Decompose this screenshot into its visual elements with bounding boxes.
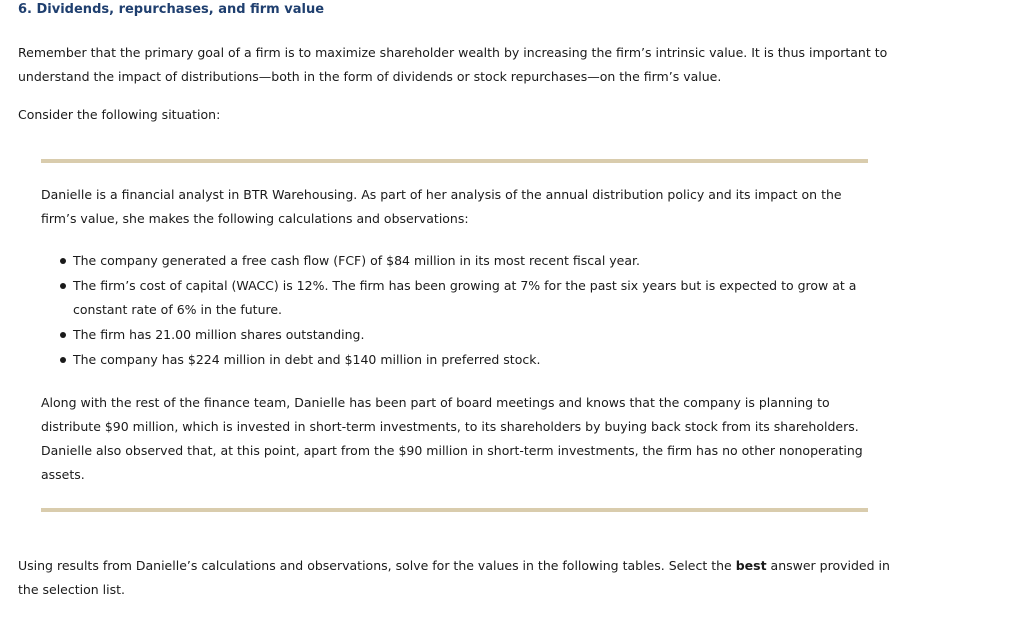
scenario-bottom-rule <box>41 508 868 512</box>
scenario-conclusion: Along with the rest of the finance team, Danielle has been part of board meetings and knows that the company is planning to distribute $90 million, which is invested in short-term investments, to its shareholders by buying back stock from its shareholders. Danielle also observed that, at this point, apart from the $90 million in short-term investments, the firm has no other nonoperating assets. <box>41 395 863 482</box>
bullet-item <box>41 323 868 347</box>
scenario-top-rule <box>41 159 868 163</box>
bullet-item <box>41 249 868 273</box>
instructions-emphasis: best <box>735 558 767 573</box>
bullet-dot-icon <box>60 332 66 338</box>
bullet-dot-icon <box>60 357 66 363</box>
scenario-box <box>41 159 868 512</box>
bullet-dot-icon <box>60 283 66 289</box>
bullet-item <box>41 348 868 372</box>
bullet-text: The company has $224 million in debt and $140 million in preferred stock. <box>73 352 541 367</box>
bullet-item <box>41 274 868 322</box>
instructions-text-after: answer provided in the selection list. <box>18 558 890 597</box>
bullet-dot-icon <box>60 258 66 264</box>
question-title: 6. Dividends, repurchases, and firm value <box>18 2 325 17</box>
bullet-text: The company generated a free cash flow (FCF) of $84 million in its most recent fiscal year. <box>73 253 640 268</box>
intro-paragraph: Remember that the primary goal of a firm is to maximize shareholder wealth by increasing the firm’s intrinsic value. It is thus important to understand the impact of distributions—both in the form of dividends or stock repurchases—on the firm’s value. <box>18 45 888 84</box>
instructions-paragraph <box>18 554 898 602</box>
instructions-text-before: Using results from Danielle’s calculations and observations, solve for the values in the following tables. Select the <box>18 558 736 573</box>
bullet-text: The firm has 21.00 million shares outstanding. <box>73 327 365 342</box>
scenario-bullet-list <box>41 249 868 372</box>
question-page <box>18 0 1008 602</box>
bullet-text: The firm’s cost of capital (WACC) is 12%. The firm has been growing at 7% for the past six years but is expected to grow at a constant rate of 6% in the future. <box>73 278 857 317</box>
consider-text: Consider the following situation: <box>18 107 221 122</box>
scenario-intro: Danielle is a financial analyst in BTR Warehousing. As part of her analysis of the annual distribution policy and its impact on the firm’s value, she makes the following calculations and observations: <box>41 187 842 226</box>
